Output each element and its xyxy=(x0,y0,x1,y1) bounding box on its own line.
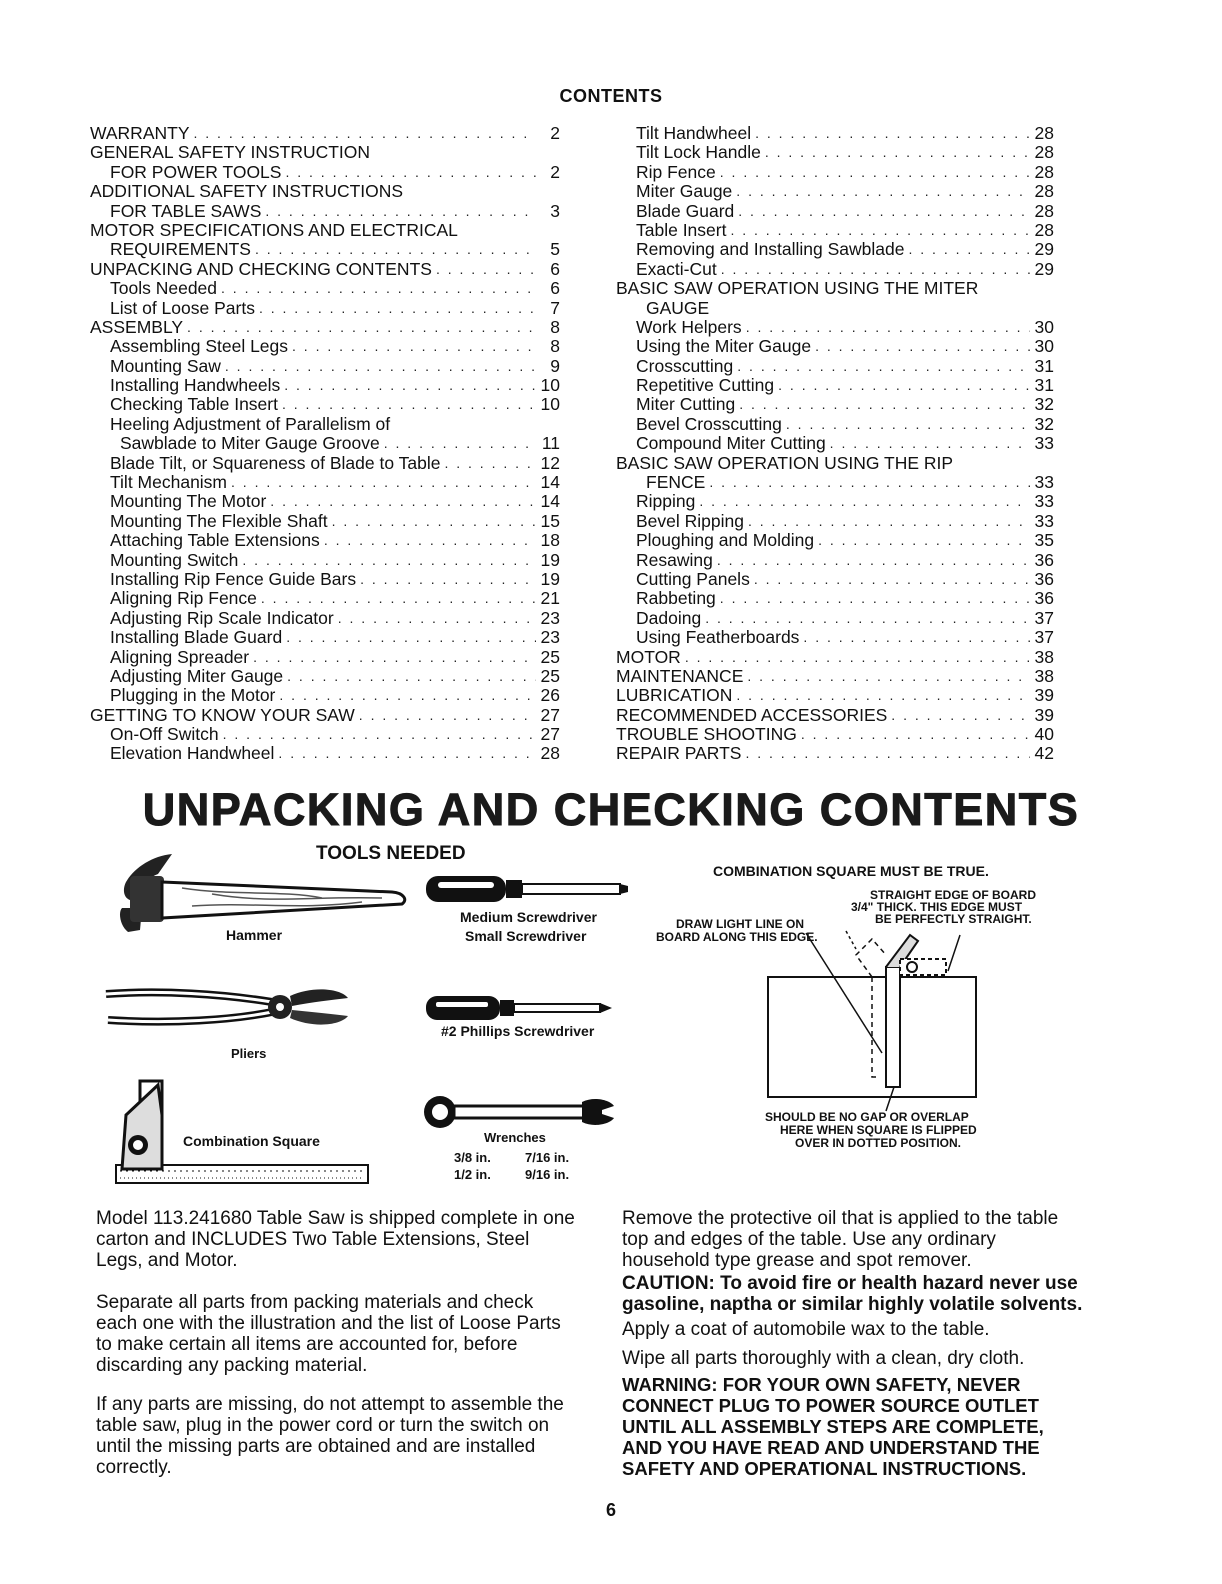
toc-entry-title: GETTING TO KNOW YOUR SAW xyxy=(90,704,355,725)
toc-entry-title: GAUGE xyxy=(646,297,710,318)
toc-entry-page: 40 xyxy=(1034,724,1054,745)
toc-entry-title: Repetitive Cutting xyxy=(636,375,775,396)
toc-entry-page: 10 xyxy=(540,394,560,415)
toc-entry-title: Miter Cutting xyxy=(636,394,736,415)
toc-entry xyxy=(616,124,1054,143)
toc-entry xyxy=(616,725,1054,744)
toc-entry-title: Tilt Handwheel xyxy=(636,122,752,143)
toc-entry-title: Cutting Panels xyxy=(636,568,750,589)
toc-entry-page: 27 xyxy=(540,704,560,725)
toc-entry-page: 31 xyxy=(1034,375,1054,396)
toc-leader-dots xyxy=(685,648,1030,667)
toc-entry xyxy=(616,415,1054,434)
toc-leader-dots xyxy=(187,318,536,337)
toc-entry-page: 19 xyxy=(540,549,560,570)
toc-leader-dots xyxy=(360,570,536,589)
toc-entry-page: 33 xyxy=(1034,491,1054,512)
toc-entry-title: FOR POWER TOOLS xyxy=(110,161,282,182)
toc-entry-title: Attaching Table Extensions xyxy=(110,530,320,551)
toc-leader-dots xyxy=(292,337,536,356)
toc-left-column xyxy=(90,124,560,764)
contents-title: CONTENTS xyxy=(559,86,663,106)
pliers-icon xyxy=(102,980,352,1046)
toc-entry xyxy=(616,182,1054,201)
medium-screwdriver-label: Medium Screwdriver xyxy=(460,909,597,925)
toc-entry xyxy=(90,531,560,550)
toc-leader-dots xyxy=(384,434,536,453)
toc-entry-title: MAINTENANCE xyxy=(616,665,744,686)
toc-entry xyxy=(616,686,1054,705)
toc-entry xyxy=(90,551,560,570)
gap-note: SHOULD BE NO GAP OR OVERLAP xyxy=(765,1110,969,1124)
toc-leader-dots xyxy=(830,434,1030,453)
toc-leader-dots xyxy=(253,648,536,667)
toc-leader-dots xyxy=(225,357,536,376)
toc-entry-title: Assembling Steel Legs xyxy=(110,336,289,357)
toc-entry-title: Tools Needed xyxy=(110,278,218,299)
toc-leader-dots xyxy=(359,706,536,725)
toc-entry xyxy=(90,124,560,143)
wrench-size: 1/2 in. xyxy=(454,1167,491,1182)
gap-note: OVER IN DOTTED POSITION. xyxy=(795,1136,962,1150)
toc-entry-page: 36 xyxy=(1034,588,1054,609)
toc-entry xyxy=(616,454,1054,473)
toc-entry-page: 10 xyxy=(540,375,560,396)
section-heading: UNPACKING AND CHECKING CONTENTS xyxy=(142,784,1080,835)
toc-leader-dots xyxy=(255,240,536,259)
draw-line-note: BOARD ALONG THIS EDGE. xyxy=(656,930,818,944)
toc-leader-dots xyxy=(265,202,536,221)
toc-entry-page: 30 xyxy=(1034,336,1054,357)
toc-entry-title: Mounting Switch xyxy=(110,549,239,570)
toc-entry xyxy=(90,221,560,240)
page-number: 6 xyxy=(605,1500,616,1520)
toc-entry-page: 14 xyxy=(540,472,560,493)
toc-entry-page: 30 xyxy=(1034,316,1054,337)
toc-entry xyxy=(90,434,560,453)
wrench-size: 3/8 in. xyxy=(454,1150,491,1165)
toc-entry xyxy=(616,706,1054,725)
toc-entry xyxy=(90,202,560,221)
toc-entry-page: 2 xyxy=(550,161,560,182)
toc-entry-page: 35 xyxy=(1034,530,1054,551)
toc-entry-title: Bevel Ripping xyxy=(636,510,744,531)
warning-text: WARNING: FOR YOUR OWN SAFETY, NEVER CONNECT PLUG TO POWER SOURCE OUTLET UNTIL ALL ASSEMBLY STEPS ARE COMPLETE, AND YOU HAVE READ AND UNDERSTAND THE SAFETY AND OPERATIONAL INSTRUCTIONS. xyxy=(622,1374,1044,1479)
toc-leader-dots xyxy=(755,124,1030,143)
toc-entry-page: 25 xyxy=(540,646,560,667)
toc-entry-page: 23 xyxy=(540,627,560,648)
toc-entry xyxy=(616,667,1054,686)
toc-entry-page: 28 xyxy=(1034,161,1054,182)
toc-entry-title: WARRANTY xyxy=(90,122,190,143)
toc-entry-title: Mounting Saw xyxy=(110,355,221,376)
straight-edge-note: STRAIGHT EDGE OF BOARD xyxy=(870,888,1037,902)
toc-entry-page: 29 xyxy=(1034,239,1054,260)
toc-entry xyxy=(90,648,560,667)
toc-entry xyxy=(90,492,560,511)
toc-entry-page: 28 xyxy=(1034,200,1054,221)
toc-leader-dots xyxy=(278,744,536,763)
toc-leader-dots xyxy=(436,260,536,279)
toc-entry xyxy=(90,279,560,298)
straight-edge-note: BE PERFECTLY STRAIGHT. xyxy=(875,912,1032,926)
toc-entry xyxy=(90,725,560,744)
toc-entry-page: 31 xyxy=(1034,355,1054,376)
toc-entry-title: LUBRICATION xyxy=(616,685,733,706)
toc-entry xyxy=(616,221,1054,240)
toc-entry xyxy=(616,260,1054,279)
toc-entry-page: 23 xyxy=(540,607,560,628)
toc-entry xyxy=(616,473,1054,492)
toc-leader-dots xyxy=(738,202,1030,221)
toc-entry-title: BASIC SAW OPERATION USING THE RIP xyxy=(616,452,954,473)
toc-entry-page: 37 xyxy=(1034,627,1054,648)
toc-entry-title: Removing and Installing Sawblade xyxy=(636,239,905,260)
toc-entry-title: MOTOR SPECIFICATIONS AND ELECTRICAL xyxy=(90,219,458,240)
toc-leader-dots xyxy=(748,512,1030,531)
toc-entry-title: Blade Tilt, or Squareness of Blade to Table xyxy=(110,452,441,473)
toc-entry-title: List of Loose Parts xyxy=(110,297,255,318)
toc-entry-title: RECOMMENDED ACCESSORIES xyxy=(616,704,888,725)
toc-leader-dots xyxy=(709,473,1030,492)
toc-entry-title: Rip Fence xyxy=(636,161,716,182)
toc-leader-dots xyxy=(705,609,1030,628)
toc-entry xyxy=(90,686,560,705)
pliers-label: Pliers xyxy=(231,1046,267,1061)
toc-entry xyxy=(616,551,1054,570)
toc-leader-dots xyxy=(754,570,1030,589)
toc-leader-dots xyxy=(261,589,536,608)
toc-entry-title: Sawblade to Miter Gauge Groove xyxy=(120,433,380,454)
toc-entry-title: BASIC SAW OPERATION USING THE MITER xyxy=(616,278,979,299)
toc-entry-title: GENERAL SAFETY INSTRUCTION xyxy=(90,142,371,163)
toc-entry-title: REPAIR PARTS xyxy=(616,743,742,764)
toc-entry xyxy=(90,745,560,764)
toc-leader-dots xyxy=(747,667,1030,686)
toc-entry xyxy=(616,240,1054,259)
toc-leader-dots xyxy=(786,415,1030,434)
toc-entry-page: 39 xyxy=(1034,685,1054,706)
toc-entry-page: 28 xyxy=(540,743,560,764)
toc-entry-title: Installing Rip Fence Guide Bars xyxy=(110,568,357,589)
screwdriver-icon xyxy=(424,872,630,906)
toc-entry-title: Adjusting Rip Scale Indicator xyxy=(110,607,334,628)
toc-entry xyxy=(616,337,1054,356)
wrench-icon xyxy=(418,1094,618,1130)
toc-leader-dots xyxy=(338,609,536,628)
toc-entry xyxy=(90,667,560,686)
toc-entry-page: 28 xyxy=(1034,122,1054,143)
toc-entry xyxy=(616,202,1054,221)
toc-entry-title: Work Helpers xyxy=(636,316,742,337)
small-screwdriver-label: Small Screwdriver xyxy=(465,928,587,944)
toc-entry-page: 32 xyxy=(1034,394,1054,415)
wrench-size: 9/16 in. xyxy=(525,1167,570,1182)
toc-entry xyxy=(90,318,560,337)
toc-entry-page: 33 xyxy=(1034,510,1054,531)
toc-entry-title: Mounting The Motor xyxy=(110,491,267,512)
phillips-screwdriver-icon xyxy=(424,993,614,1023)
toc-entry-page: 29 xyxy=(1034,258,1054,279)
toc-leader-dots xyxy=(287,667,536,686)
toc-entry-page: 14 xyxy=(540,491,560,512)
toc-entry xyxy=(616,434,1054,453)
toc-leader-dots xyxy=(221,279,536,298)
toc-entry-page: 11 xyxy=(541,433,560,454)
toc-entry-page: 25 xyxy=(540,665,560,686)
toc-entry-page: 28 xyxy=(1034,142,1054,163)
toc-leader-dots xyxy=(720,589,1030,608)
toc-right-column xyxy=(616,124,1054,764)
toc-entry-page: 9 xyxy=(550,355,560,376)
toc-leader-dots xyxy=(721,260,1030,279)
toc-leader-dots xyxy=(891,706,1030,725)
toc-entry-title: Tilt Mechanism xyxy=(110,472,228,493)
toc-entry-page: 42 xyxy=(1034,743,1054,764)
toc-entry-title: REQUIREMENTS xyxy=(110,239,251,260)
toc-entry-title: Aligning Rip Fence xyxy=(110,588,257,609)
toc-entry-title: Ploughing and Molding xyxy=(636,530,815,551)
paragraph: Apply a coat of automobile wax to the table. xyxy=(622,1319,990,1340)
toc-entry-page: 6 xyxy=(550,278,560,299)
toc-entry-page: 8 xyxy=(550,316,560,337)
toc-leader-dots xyxy=(765,143,1030,162)
toc-entry-page: 6 xyxy=(550,258,560,279)
toc-leader-dots xyxy=(737,357,1030,376)
toc-entry xyxy=(90,706,560,725)
toc-leader-dots xyxy=(818,531,1030,550)
toc-leader-dots xyxy=(699,492,1030,511)
toc-entry xyxy=(616,745,1054,764)
toc-leader-dots xyxy=(231,473,536,492)
toc-entry-page: 28 xyxy=(1034,219,1054,240)
toc-entry xyxy=(616,648,1054,667)
toc-leader-dots xyxy=(332,512,536,531)
toc-entry-title: Resawing xyxy=(636,549,713,570)
toc-entry-title: Blade Guard xyxy=(636,200,735,221)
toc-leader-dots xyxy=(801,725,1030,744)
toc-leader-dots xyxy=(284,376,536,395)
toc-entry-title: Installing Blade Guard xyxy=(110,627,283,648)
toc-entry-title: Elevation Handwheel xyxy=(110,743,275,764)
toc-entry-page: 38 xyxy=(1034,665,1054,686)
paragraph: Wipe all parts thoroughly with a clean, dry cloth. xyxy=(622,1348,1025,1369)
toc-leader-dots xyxy=(324,531,536,550)
toc-entry-title: Table Insert xyxy=(636,219,727,240)
toc-entry-page: 19 xyxy=(540,568,560,589)
combination-square-label: Combination Square xyxy=(183,1133,320,1149)
gap-note: HERE WHEN SQUARE IS FLIPPED xyxy=(780,1123,977,1137)
toc-leader-dots xyxy=(279,686,536,705)
toc-entry-title: MOTOR xyxy=(616,646,681,667)
toc-entry-page: 7 xyxy=(550,297,560,318)
toc-entry-page: 37 xyxy=(1034,607,1054,628)
toc-leader-dots xyxy=(259,299,536,318)
paragraph: Separate all parts from packing materials and check each one with the illustration and the list of Loose Parts to make certain all items are accounted for, before discarding any packing material. xyxy=(96,1292,561,1376)
toc-leader-dots xyxy=(746,318,1030,337)
paragraph: Remove the protective oil that is applied to the table top and edges of the table. Use any ordinary household type grease and spot remover. xyxy=(622,1208,1059,1271)
toc-entry xyxy=(90,570,560,589)
toc-entry xyxy=(90,473,560,492)
paragraph: Model 113.241680 Table Saw is shipped complete in one carton and INCLUDES Two Table Extensions, Steel Legs, and Motor. xyxy=(96,1208,575,1271)
toc-entry xyxy=(90,628,560,647)
toc-leader-dots xyxy=(745,744,1030,763)
toc-entry xyxy=(90,260,560,279)
wrenches-label: Wrenches xyxy=(484,1130,546,1145)
tools-needed-heading: TOOLS NEEDED xyxy=(316,843,466,864)
toc-entry xyxy=(90,337,560,356)
caution-text: CAUTION: To avoid fire or health hazard never use gasoline, naptha or similar highly volatile solvents. xyxy=(622,1273,1083,1315)
toc-leader-dots xyxy=(909,240,1031,259)
toc-entry xyxy=(90,163,560,182)
toc-entry xyxy=(90,589,560,608)
toc-entry-title: Compound Miter Cutting xyxy=(636,433,826,454)
toc-leader-dots xyxy=(736,182,1030,201)
toc-entry-page: 15 xyxy=(540,510,560,531)
toc-entry-page: 28 xyxy=(1034,181,1054,202)
toc-entry xyxy=(90,512,560,531)
toc-entry-title: Using Featherboards xyxy=(636,627,800,648)
toc-entry-page: 8 xyxy=(550,336,560,357)
phillips-screwdriver-label: #2 Phillips Screwdriver xyxy=(441,1023,595,1039)
toc-entry xyxy=(616,570,1054,589)
toc-leader-dots xyxy=(242,551,536,570)
toc-leader-dots xyxy=(270,492,536,511)
toc-leader-dots xyxy=(286,628,536,647)
toc-entry xyxy=(616,531,1054,550)
hammer-label: Hammer xyxy=(226,927,283,943)
toc-entry-page: 36 xyxy=(1034,568,1054,589)
toc-entry xyxy=(616,279,1054,298)
draw-line-note: DRAW LIGHT LINE ON xyxy=(676,917,804,931)
toc-entry xyxy=(90,143,560,162)
toc-entry xyxy=(90,240,560,259)
toc-leader-dots xyxy=(285,163,536,182)
toc-leader-dots xyxy=(223,725,536,744)
toc-entry xyxy=(90,182,560,201)
paragraph: If any parts are missing, do not attempt to assemble the table saw, plug in the power cord or turn the switch on until the missing parts are obtained and are installed correctly. xyxy=(96,1394,564,1478)
toc-entry xyxy=(616,589,1054,608)
toc-leader-dots xyxy=(815,337,1030,356)
toc-entry-title: ADDITIONAL SAFETY INSTRUCTIONS xyxy=(90,181,404,202)
toc-entry xyxy=(90,454,560,473)
toc-entry xyxy=(90,395,560,414)
toc-entry xyxy=(616,318,1054,337)
toc-entry xyxy=(616,492,1054,511)
toc-leader-dots xyxy=(717,551,1030,570)
toc-entry-title: Mounting The Flexible Shaft xyxy=(110,510,328,531)
toc-entry-title: Using the Miter Gauge xyxy=(636,336,812,357)
toc-entry-page: 26 xyxy=(540,685,560,706)
toc-entry-title: Bevel Crosscutting xyxy=(636,413,782,434)
toc-entry-page: 32 xyxy=(1034,413,1054,434)
toc-entry-page: 3 xyxy=(550,200,560,221)
toc-entry-title: Exacti-Cut xyxy=(636,258,717,279)
toc-leader-dots xyxy=(730,221,1030,240)
toc-entry-page: 33 xyxy=(1034,472,1054,493)
toc-leader-dots xyxy=(778,376,1030,395)
toc-entry xyxy=(90,357,560,376)
toc-entry-title: Installing Handwheels xyxy=(110,375,281,396)
toc-entry-title: TROUBLE SHOOTING xyxy=(616,724,797,745)
toc-entry xyxy=(616,299,1054,318)
square-diagram xyxy=(760,925,990,1105)
toc-entry xyxy=(90,609,560,628)
toc-leader-dots xyxy=(803,628,1030,647)
toc-entry xyxy=(90,299,560,318)
toc-entry-page: 27 xyxy=(540,724,560,745)
toc-entry xyxy=(616,376,1054,395)
toc-leader-dots xyxy=(194,124,537,143)
toc-entry-page: 36 xyxy=(1034,549,1054,570)
toc-leader-dots xyxy=(282,395,536,414)
toc-entry xyxy=(616,609,1054,628)
toc-entry-title: Crosscutting xyxy=(636,355,734,376)
toc-entry-title: On-Off Switch xyxy=(110,724,219,745)
toc-entry-page: 39 xyxy=(1034,704,1054,725)
toc-entry xyxy=(616,163,1054,182)
toc-entry-title: Adjusting Miter Gauge xyxy=(110,665,284,686)
toc-entry-page: 5 xyxy=(550,239,560,260)
combination-square-icon xyxy=(110,1075,372,1187)
toc-entry-page: 33 xyxy=(1034,433,1054,454)
toc-leader-dots xyxy=(736,686,1030,705)
toc-entry xyxy=(616,143,1054,162)
toc-entry xyxy=(90,376,560,395)
toc-entry xyxy=(616,357,1054,376)
wrench-size: 7/16 in. xyxy=(525,1150,570,1165)
toc-entry-page: 21 xyxy=(540,588,560,609)
toc-entry-title: Rabbeting xyxy=(636,588,716,609)
toc-entry xyxy=(616,395,1054,414)
toc-entry-page: 38 xyxy=(1034,646,1054,667)
toc-leader-dots xyxy=(720,163,1030,182)
toc-entry-title: Tilt Lock Handle xyxy=(636,142,761,163)
toc-entry-title: ASSEMBLY xyxy=(90,316,184,337)
toc-entry-page: 18 xyxy=(540,530,560,551)
toc-entry-title: UNPACKING AND CHECKING CONTENTS xyxy=(90,258,432,279)
toc-entry-title: Miter Gauge xyxy=(636,181,733,202)
straight-edge-note: 3/4" THICK. THIS EDGE MUST xyxy=(851,900,1023,914)
toc-entry xyxy=(90,415,560,434)
toc-entry-title: Heeling Adjustment of Parallelism of xyxy=(110,413,391,434)
toc-entry-page: 2 xyxy=(550,122,560,143)
square-diagram-title: COMBINATION SQUARE MUST BE TRUE. xyxy=(713,863,989,879)
toc-entry-title: Aligning Spreader xyxy=(110,646,250,667)
toc-entry-title: Dadoing xyxy=(636,607,702,628)
toc-entry-title: Checking Table Insert xyxy=(110,394,278,415)
toc-entry xyxy=(616,512,1054,531)
toc-leader-dots xyxy=(444,454,536,473)
toc-leader-dots xyxy=(739,395,1030,414)
toc-entry-title: FOR TABLE SAWS xyxy=(110,200,262,221)
toc-entry-title: FENCE xyxy=(646,472,706,493)
toc-entry-title: Ripping xyxy=(636,491,696,512)
toc-entry-page: 12 xyxy=(540,452,560,473)
toc-entry-title: Plugging in the Motor xyxy=(110,685,276,706)
toc-entry xyxy=(616,628,1054,647)
